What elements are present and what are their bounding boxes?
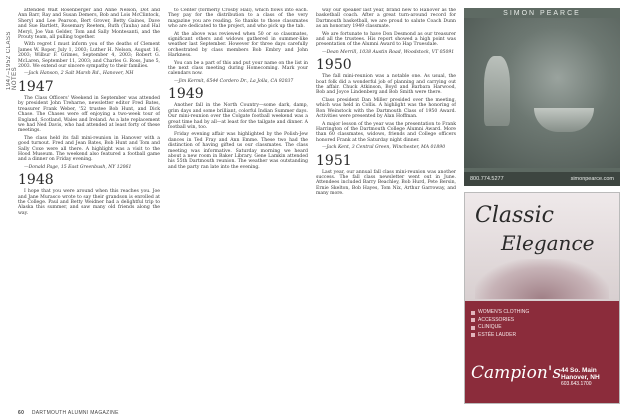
list-item: ACCESSORIES <box>471 317 531 325</box>
simon-pearce-contact-bar <box>464 172 620 186</box>
text-column-1 <box>18 8 160 403</box>
publication-name: DARTMOUTH ALUMNI MAGAZINE <box>31 410 119 416</box>
paragraph: Last year, our annual fall class mini-reunion was another success. The fall class newsletter went out in June. Attendees included Barry Beachley, Bob Hurd, Pete Bersin, Ernie Skelton, Bob Hayes, Tom Nix, Arthur Garroway, and many more. <box>316 169 456 197</box>
class-year-heading: 1950 <box>316 57 352 74</box>
class-notes-side-tab: 1947–1952 CLASS NOTES <box>6 31 18 90</box>
paragraph: Another fall in the North Country—some dark, damp, grim days and some brilliant, colorful Indian Summer days. Our mini-reunion over the Colgate football weekend was a great time had by all—at least for the tailgate and dinner. A football win, too. <box>168 103 308 130</box>
bullet-icon <box>471 333 475 337</box>
campions-ad[interactable] <box>464 192 620 404</box>
class-year-heading: 1947 <box>18 78 54 95</box>
paragraph: I hope that you were around when this reaches you. Joe and Jane Murasco wrote to say their grandson is enrolled at the College. Paul and Betty Weidner had a delightful trip to Alaska this summer, and saw many old friends along the way. <box>18 189 160 216</box>
paragraph: With regret I must inform you of the deaths of Clement James W. Roper, July 1, 2003; Luther H. Nelson, August 16, 2003; Wilbur F. Grimes, September 4, 2003; Robert G. McLaren, September 11, 2003; and Charles G. Ross, June 5, 2003. We extend our sincere sympathy to their families. <box>18 42 160 70</box>
address-street: 44 So. Main <box>561 367 597 374</box>
text-column-2 <box>168 8 308 403</box>
signature: —Donald Page, 15 East Greenbush, NY 12061 <box>24 164 132 170</box>
campions-ad-info <box>465 301 619 403</box>
class-year-heading: 1951 <box>316 152 352 169</box>
simon-pearce-logo: SIMON PEARCE <box>503 10 581 17</box>
simon-pearce-phone: 800.774.5277 <box>470 176 504 182</box>
bullet-icon <box>471 311 475 315</box>
signature: —Jack Kent, 3 Central Green, Winchester, MA 01890 <box>322 145 446 151</box>
glassware-photo <box>464 18 620 168</box>
bullet-icon <box>471 318 475 322</box>
signature: —Dean Merrill, 1038 Austin Road, Woodstock, VT 05091 <box>322 49 455 55</box>
paragraph: attended Walt Rosenberger and Anne Nelson, Dot and Ann Barr, Ray and Susan Demers, Bob and Lois McClintock, Sheryl and Lee Pearson, Bert Grover, Betty Gaines, Dave and Sue Bartlett, Rosemary Reetem, Ruth (Tauba) and Hal Meryl, Joe Van Gelder, Tom and Sally Montesanti, and the Prouty team, all pulling together. <box>18 8 160 41</box>
list-item: CLINIQUE <box>471 324 531 332</box>
ad-headline-classic: Classic <box>475 203 554 228</box>
campions-logo: Campion's <box>471 363 562 383</box>
paragraph: way our speaker last year, brand new to Hanover as the basketball coach. After a great turn-around record for Dartmouth basketball, we are proud to salute Coach Dunn as an honorary 1949 classmate. <box>316 8 456 30</box>
paragraph: Class president Dan Miller presided over the meeting, which was held in Collis. A highlight was the honoring of Ron Weinstock with the Dartmouth Class of 1950 Award. Activities were presented by Alan Hoffman. <box>316 97 456 120</box>
signature: —Jack Hanson, 2 Salt Marsh Rd., Hanover, NH <box>24 71 134 77</box>
page-footer <box>18 410 119 416</box>
campions-ad-image <box>465 193 619 301</box>
simon-pearce-url[interactable]: simonpearce.com <box>570 176 614 182</box>
class-year-heading: 1949 <box>168 86 204 103</box>
dress-illustration <box>475 259 609 299</box>
paragraph: The class held its fall mini-reunion in Hanover with a good turnout. Fred and Jean Bates, Bob Hunt and Tom and Sally Coxe were all there. A highlight was a visit to the Hood Museum. The weekend also featured a football game and a dinner on Friday evening. <box>18 135 160 163</box>
signature: —Jim Kermit, 6544 Cordero Dr., La Jolla, CA 92037 <box>174 78 294 84</box>
campions-phone: 603.643.1700 <box>561 381 592 387</box>
list-item: ESTÉE LAUDER <box>471 332 531 340</box>
bullet-icon <box>471 326 475 330</box>
campions-address <box>561 367 600 388</box>
simon-pearce-ad[interactable] <box>464 8 620 186</box>
paragraph: We are fortunate to have Don Desmond as our treasurer and all the trustees. His report showed a high point was presentation of the Alumni Award to Hap Truesdale. <box>316 31 456 48</box>
paragraph: to Center (formerly Crosby Hall), which flows into each. They pay for the distribution to a class of the very magazine you are reading. So thanks to those classmates who are dedicated to the project, and who pick up the tab. <box>168 8 308 30</box>
feature-list <box>471 309 531 339</box>
paragraph: The fall mini-reunion was a notable one. As usual, the boat folk did a wonderful job of planning and carrying out the affair. Chuck Atkinson, Boyd and Barbara Harwood, Bob and Joyce Lindenberg and Bob Smith were there. <box>316 74 456 96</box>
list-item: WOMEN'S CLOTHING <box>471 309 531 317</box>
glass-lamp-shape <box>484 56 510 126</box>
paragraph: You can be a part of this and put your name on the list in the next class meeting during Homecoming. Mark your calendars now. <box>168 60 308 77</box>
class-year-heading: 1948 <box>18 172 54 189</box>
paragraph: At the above was reviewed when 50 or so classmates, significant others and widows gathered in summer-like weather last September. However for three days carefully orchestrated by class members Bob Embry and John Harkness. <box>168 31 308 59</box>
glass-bowl-shape <box>534 108 594 132</box>
address-town: Hanover, NH <box>561 374 600 381</box>
text-column-3 <box>316 8 456 403</box>
page-number: 60 <box>18 410 25 416</box>
paragraph: The Class Officers' Weekend in September was attended by president John Treharne, newsletter editor Fred Bates, treasurer Frank Weber, '52 trustee Bob Hunt, and Dick Chase. The Chases were off enjoying a two-week tour of England, Scotland, Wales and Ireland. As a late replacement we had Ned Davis, who had attended at least forty of these meetings. <box>18 95 160 134</box>
paragraph: A major lesson of the year was the presentation to Frank Harrington of the Dartmouth College Alumni Award. More than 60 classmates, widows, friends and College officers honored Frank at the Saturday night dinner. <box>316 121 456 143</box>
paragraph: Friday evening affair was highlighted by the Polish-Jew dances in Ted Fray and Ann Emme. These two had the distinction of having gifted us our classmates. The class meeting was informative. Saturday morning we heard about a new room in Baker Library. Gene Lamkin attended his 55th Dartmouth reunion. The weather was outstanding and the party ran late into the evening. <box>168 132 308 170</box>
ad-headline-elegance: Elegance <box>501 231 595 255</box>
